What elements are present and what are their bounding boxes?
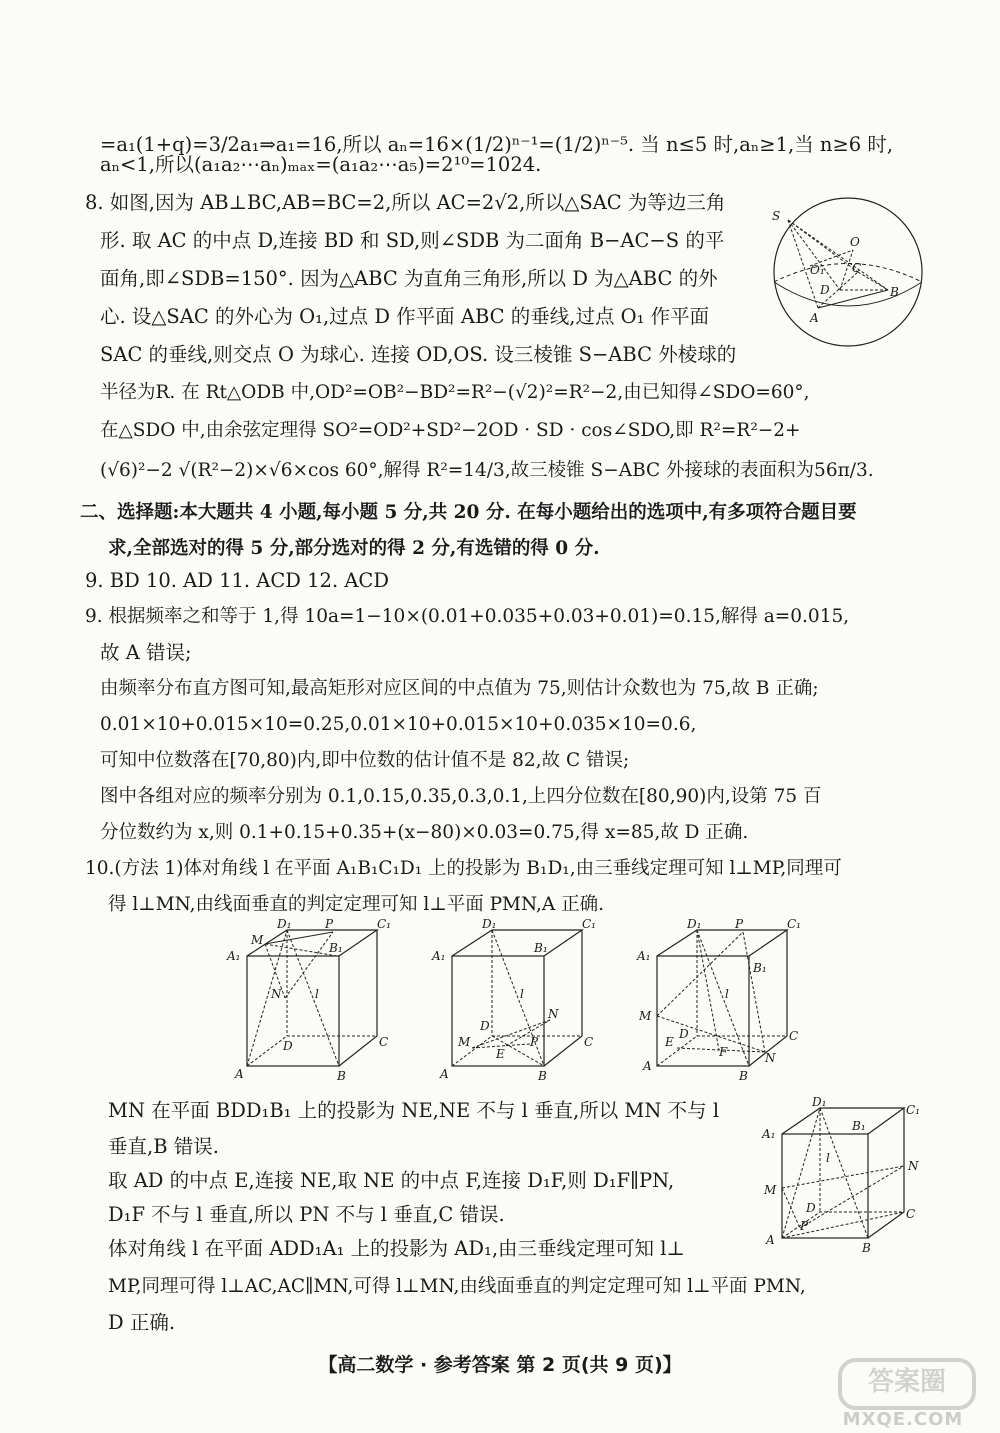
label-b1: B₁ <box>534 941 548 955</box>
label-m: M <box>458 1035 471 1049</box>
label-b: B <box>862 1241 871 1255</box>
label-e: E <box>665 1035 674 1049</box>
label-b: B <box>739 1069 748 1083</box>
text-line: 在△SDO 中,由余弦定理得 SO²=OD²+SD²−2OD · SD · cos∠SDO,即 R²=R²−2+ <box>100 420 801 441</box>
label-b1: B₁ <box>329 941 343 955</box>
text-line: =a₁(1+q)=3/2a₁⇒a₁=16,所以 aₙ=16×(1/2)ⁿ⁻¹=(1/2)ⁿ⁻⁵. 当 n≤5 时,aₙ≥1,当 n≥6 时, <box>100 133 894 156</box>
label-n: N <box>271 987 282 1001</box>
answer-key: 9. BD 10. AD 11. ACD 12. ACD <box>85 569 389 592</box>
label-c1: C₁ <box>906 1103 920 1117</box>
text-line: 得 l⊥MN,由线面垂直的判定定理可知 l⊥平面 PMN,A 正确. <box>108 894 604 915</box>
cube-diagram-1 <box>225 918 405 1088</box>
label-a: A <box>235 1067 244 1081</box>
text-line: (√6)²−2 √(R²−2)×√6×cos 60°,解得 R²=14/3,故三棱锥 S−ABC 外接球的表面积为56π/3. <box>100 460 874 481</box>
label-b: B <box>890 285 899 299</box>
text-line: 心. 设△SAC 的外心为 O₁,过点 D 作平面 ABC 的垂线,过点 O₁ 作平面 <box>100 305 710 328</box>
label-c: C <box>906 1207 916 1221</box>
label-e: E <box>496 1047 505 1061</box>
text-line: 面角,即∠SDB=150°. 因为△ABC 为直角三角形,所以 D 为△ABC 的外 <box>100 267 718 290</box>
label-p: P <box>325 918 334 931</box>
label-a1: A₁ <box>432 949 446 963</box>
section-heading: 求,全部选对的得 5 分,部分选对的得 2 分,有选错的得 0 分. <box>108 538 600 559</box>
text-line: aₙ<1,所以(a₁a₂⋯aₙ)ₘₐₓ=(a₁a₂⋯a₅)=2¹⁰=1024. <box>100 153 542 176</box>
label-l: l <box>520 987 524 1001</box>
label-c: C <box>584 1035 594 1049</box>
label-d: D <box>679 1027 689 1041</box>
sphere-diagram <box>760 190 930 350</box>
label-n: N <box>765 1051 776 1065</box>
watermark-logo: 答案圈 <box>838 1358 976 1410</box>
text-line: 形. 取 AC 的中点 D,连接 BD 和 SD,则∠SDB 为二面角 B−AC−S 的平 <box>100 229 725 252</box>
text-line: 分位数约为 x,则 0.1+0.15+0.35+(x−80)×0.03=0.75,得 x=85,故 D 正确. <box>100 822 749 843</box>
label-o: O <box>850 235 860 249</box>
label-f: F <box>719 1045 728 1059</box>
label-a: A <box>766 1233 775 1247</box>
label-d: D <box>806 1201 816 1215</box>
label-d1: D₁ <box>687 918 702 931</box>
text-line: 体对角线 l 在平面 ADD₁A₁ 上的投影为 AD₁,由三垂线定理可知 l⊥ <box>108 1237 685 1260</box>
label-c: C <box>852 261 862 275</box>
section-heading: 二、选择题:本大题共 4 小题,每小题 5 分,共 20 分. 在每小题给出的选项中,有多项符合题目要 <box>80 502 857 523</box>
label-l: l <box>315 987 319 1001</box>
label-m: M <box>251 933 264 947</box>
text-line: 半径为R. 在 Rt△ODB 中,OD²=OB²−BD²=R²−(√2)²=R²−2,由已知得∠SDO=60°, <box>100 382 810 403</box>
label-p: P <box>735 918 744 931</box>
label-b: B <box>538 1069 547 1083</box>
watermark <box>828 1358 978 1430</box>
label-a1: A₁ <box>227 949 241 963</box>
label-b: B <box>337 1069 346 1083</box>
label-m: M <box>764 1183 777 1197</box>
text-line: 由频率分布直方图可知,最高矩形对应区间的中点值为 75,则估计众数也为 75,故 B 正确; <box>100 678 819 699</box>
label-n: N <box>548 1007 559 1021</box>
text-line: D₁F 不与 l 垂直,所以 PN 不与 l 垂直,C 错误. <box>108 1203 505 1226</box>
text-line: 8. 如图,因为 AB⊥BC,AB=BC=2,所以 AC=2√2,所以△SAC 为等边三角 <box>85 191 726 214</box>
label-p: P <box>800 1219 809 1233</box>
page-footer: 【高二数学 · 参考答案 第 2 页(共 9 页)】 <box>318 1354 682 1376</box>
label-p: P <box>530 1035 539 1049</box>
text-line: 0.01×10+0.015×10=0.25,0.01×10+0.015×10+0.035×10=0.6, <box>100 714 697 735</box>
label-d1: D₁ <box>812 1096 827 1109</box>
label-l: l <box>826 1151 830 1165</box>
text-line: 9. 根据频率之和等于 1,得 10a=1−10×(0.01+0.035+0.03+0.01)=0.15,解得 a=0.015, <box>85 606 850 627</box>
text-line: MN 在平面 BDD₁B₁ 上的投影为 NE,NE 不与 l 垂直,所以 MN 不与 l <box>108 1099 720 1122</box>
text-line: SAC 的垂线,则交点 O 为球心. 连接 OD,OS. 设三棱锥 S−ABC 外棱球的 <box>100 343 737 366</box>
text-line: 故 A 错误; <box>100 641 192 664</box>
label-c1: C₁ <box>787 918 801 931</box>
text-line: 10.(方法 1)体对角线 l 在平面 A₁B₁C₁D₁ 上的投影为 B₁D₁,由三垂线定理可知 l⊥MP,同理可 <box>85 858 842 879</box>
cube-diagram-3 <box>635 918 815 1088</box>
label-d1: D₁ <box>482 918 497 931</box>
label-s: S <box>772 209 781 223</box>
label-c: C <box>789 1029 799 1043</box>
label-d1: D₁ <box>277 918 292 931</box>
text-line: 取 AD 的中点 E,连接 NE,取 NE 的中点 F,连接 D₁F,则 D₁F∥PN, <box>108 1169 675 1192</box>
text-line: D 正确. <box>108 1311 176 1334</box>
text-line: 图中各组对应的频率分别为 0.1,0.15,0.35,0.3,0.1,上四分位数在[80,90)内,设第 75 百 <box>100 786 822 807</box>
label-n: N <box>908 1159 919 1173</box>
label-d: D <box>480 1019 490 1033</box>
watermark-site: MXQE.COM <box>842 1409 964 1430</box>
label-a1: A₁ <box>762 1127 776 1141</box>
label-a: A <box>810 311 819 325</box>
label-m: M <box>639 1009 652 1023</box>
label-a: A <box>643 1059 652 1073</box>
label-d: D <box>283 1039 293 1053</box>
text-line: 垂直,B 错误. <box>108 1135 219 1158</box>
text-line: 可知中位数落在[70,80)内,即中位数的估计值不是 82,故 C 错误; <box>100 750 630 771</box>
label-a: A <box>440 1067 449 1081</box>
label-b1: B₁ <box>852 1119 866 1133</box>
label-o1: O₁ <box>810 263 825 277</box>
label-l: l <box>725 987 729 1001</box>
label-c1: C₁ <box>582 918 596 931</box>
label-b1: B₁ <box>753 961 767 975</box>
cube-diagram-4 <box>760 1096 930 1256</box>
cube-diagram-2 <box>430 918 610 1088</box>
label-d: D <box>820 283 830 297</box>
text-line: MP,同理可得 l⊥AC,AC∥MN,可得 l⊥MN,由线面垂直的判定定理可知 l⊥平面 PMN, <box>108 1276 806 1297</box>
label-c1: C₁ <box>377 918 391 931</box>
label-a1: A₁ <box>637 949 651 963</box>
label-c: C <box>379 1035 389 1049</box>
